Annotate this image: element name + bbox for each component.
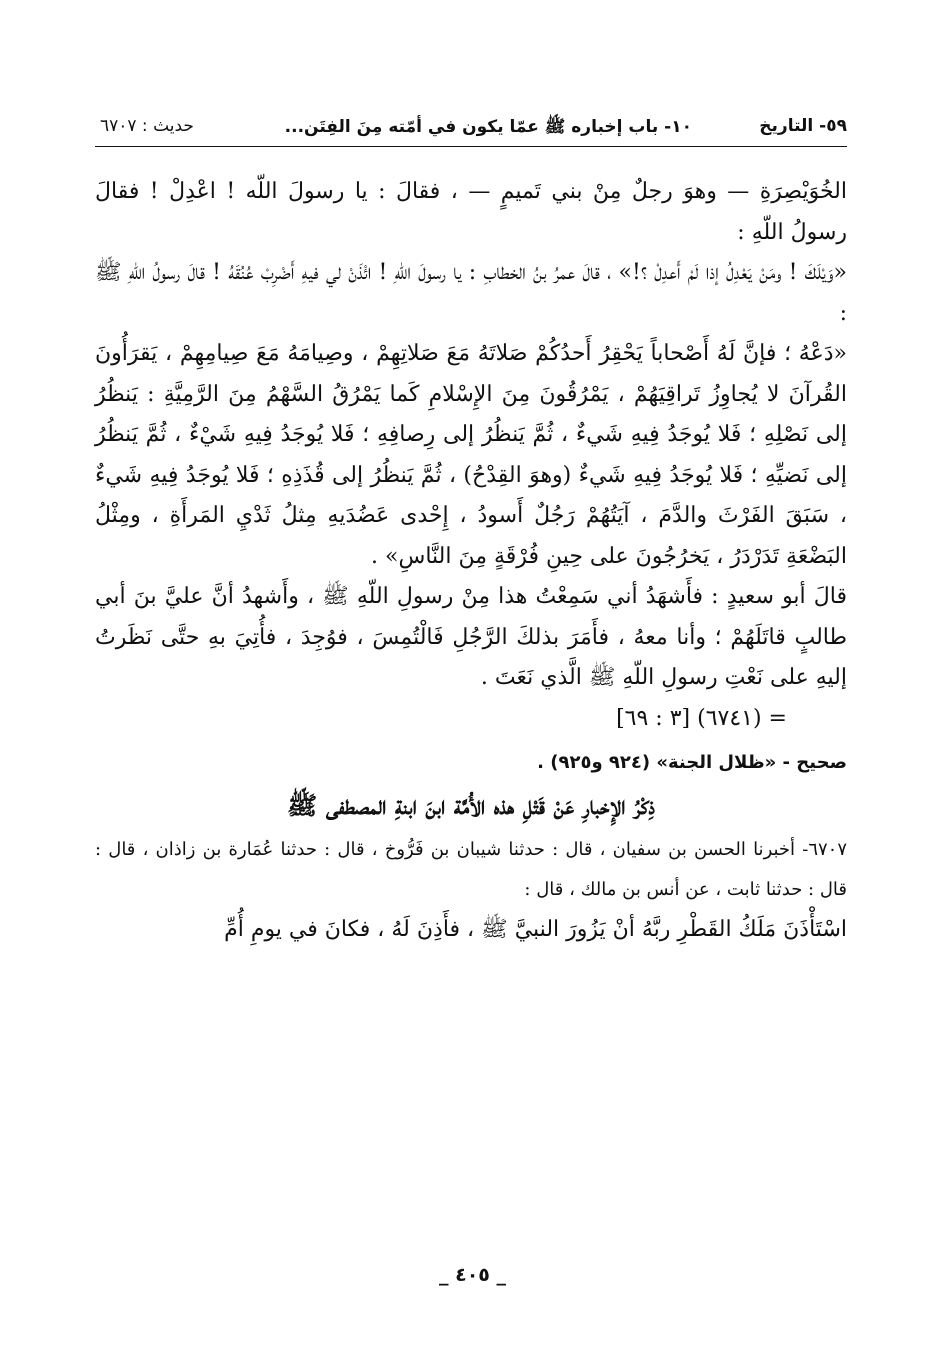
paragraph: الخُوَيْصِرَةِ — وهوَ رجلٌ مِنْ بني تَميمٍ — ، فقالَ : يا رسولَ اللّه ! اعْدِلْ ! فقالَ رسولُ اللّهِ : bbox=[95, 179, 847, 245]
paragraph: «دَعْهُ ؛ فإنَّ لَهُ أَصْحاباً يَحْقِرُ أَحدُكُمْ صَلاتَهُ مَعَ صَلاتِهِمْ ، وصِيامَهُ مَعَ صِيامِهِمْ ، يَقرَأُونَ القُرآنَ لا يُجاوِزُ تَراقِيَهُمْ ، يَمْرُقُونَ مِنَ الإِسْلامِ كَما يَمْرُقُ السَّهْمُ مِنَ الرَّمِيَّةِ : يَنظُرُ إلى نَصْلِهِ ؛ فَلا يُوجَدُ فِيهِ شَيءٌ ، ثُمَّ يَنظُرُ إلى رِصافِهِ ؛ فَلا يُوجَدُ فِيهِ شَيْءٌ ، ثُمَّ يَنظُرُ إلى نَضيِّهِ ؛ فَلا يُوجَدُ فِيهِ شَيءٌ (وهوَ القِدْحُ) ، ثُمَّ يَنظُرُ إلى قُذَذِهِ ؛ فَلا يُوجَدُ فِيهِ شَيءٌ ، سَبَقَ الفَرْثَ والدَّمَ ، آيَتُهُمْ رَجُلٌ أَسودُ ، إِحْدى عَضُدَيهِ مِثلُ ثَدْيِ المَرأَةِ ، ومِثْلُ البَضْعَةِ تَدَرْدَرُ ، يَخرُجُونَ على حِينِ فُرْقَةٍ مِنَ النَّاسِ» . bbox=[95, 341, 847, 569]
header-hadith-number: حديث : ٦٧٠٧ bbox=[100, 116, 194, 136]
header-section-title: ١٠- باب إخباره ﷺ عمّا يكون في أمّته مِنَ الفِتَن... bbox=[284, 117, 692, 137]
isnad-chain: ٦٧٠٧- أخبرنا الحسن بن سفيان ، قال : حدثنا شيبان بن فَرُّوخ ، قال : حدثنا عُمَارة بن زاذان ، قال : قال : حدثنا ثابت ، عن أنس بن مالك ، قال : bbox=[95, 839, 847, 900]
paragraph: قالَ أبو سعيدٍ : فأَشهَدُ أني سَمِعْتُ هذا مِنْ رسولِ اللّهِ ﷺ ، وأَشهدُ أنَّ عليَّ بنَ أبي طالبٍ قاتَلَهُمْ ؛ وأنا معهُ ، فأَمَرَ بذلكَ الرَّجُلِ فَالْتُمِسَ ، فوُجِدَ ، فأُتِيَ بهِ حتَّى نَظَرتُ إليهِ على نَعْتِ رسولِ اللّهِ ﷺ الَّذي نَعَتَ . bbox=[95, 584, 847, 690]
cross-reference: = (٦٧٤١) [٣ : ٦٩] bbox=[616, 705, 787, 731]
header-chapter: ٥٩- التاريخ bbox=[759, 116, 847, 136]
page-number: _ ٤٠٥ _ bbox=[438, 1264, 507, 1286]
hadith-grade: صحيح - «ظلال الجنة» (٩٢٤ و٩٢٥) . bbox=[537, 752, 847, 773]
page-body bbox=[95, 172, 847, 951]
paragraph: «وَيْلَكَ ! ومَنْ يَعْدِلُ إذا لَمْ أَعدِلْ ؟!» ، قالَ عمرُ بنُ الخطابِ : يا رسولَ اللّهِ ! ائْذَنْ لي فيهِ أَضْرِبْ عُنُقَهُ ! قالَ رسولُ اللّهِ ﷺ : bbox=[95, 260, 847, 326]
section-heading: ذِكْرُ الإِخبارِ عَنْ قَتْلِ هذه الأُمَّة ابنَ ابنةِ المصطفى ﷺ bbox=[287, 790, 655, 820]
paragraph: اسْتَأْذَنَ مَلَكُ القَطْرِ ربَّهُ أنْ يَزُورَ النبيَّ ﷺ ، فأَذِنَ لَهُ ، فكانَ في يومِ أُمِّ bbox=[224, 917, 847, 942]
header-divider bbox=[95, 146, 847, 147]
running-header bbox=[95, 112, 847, 146]
